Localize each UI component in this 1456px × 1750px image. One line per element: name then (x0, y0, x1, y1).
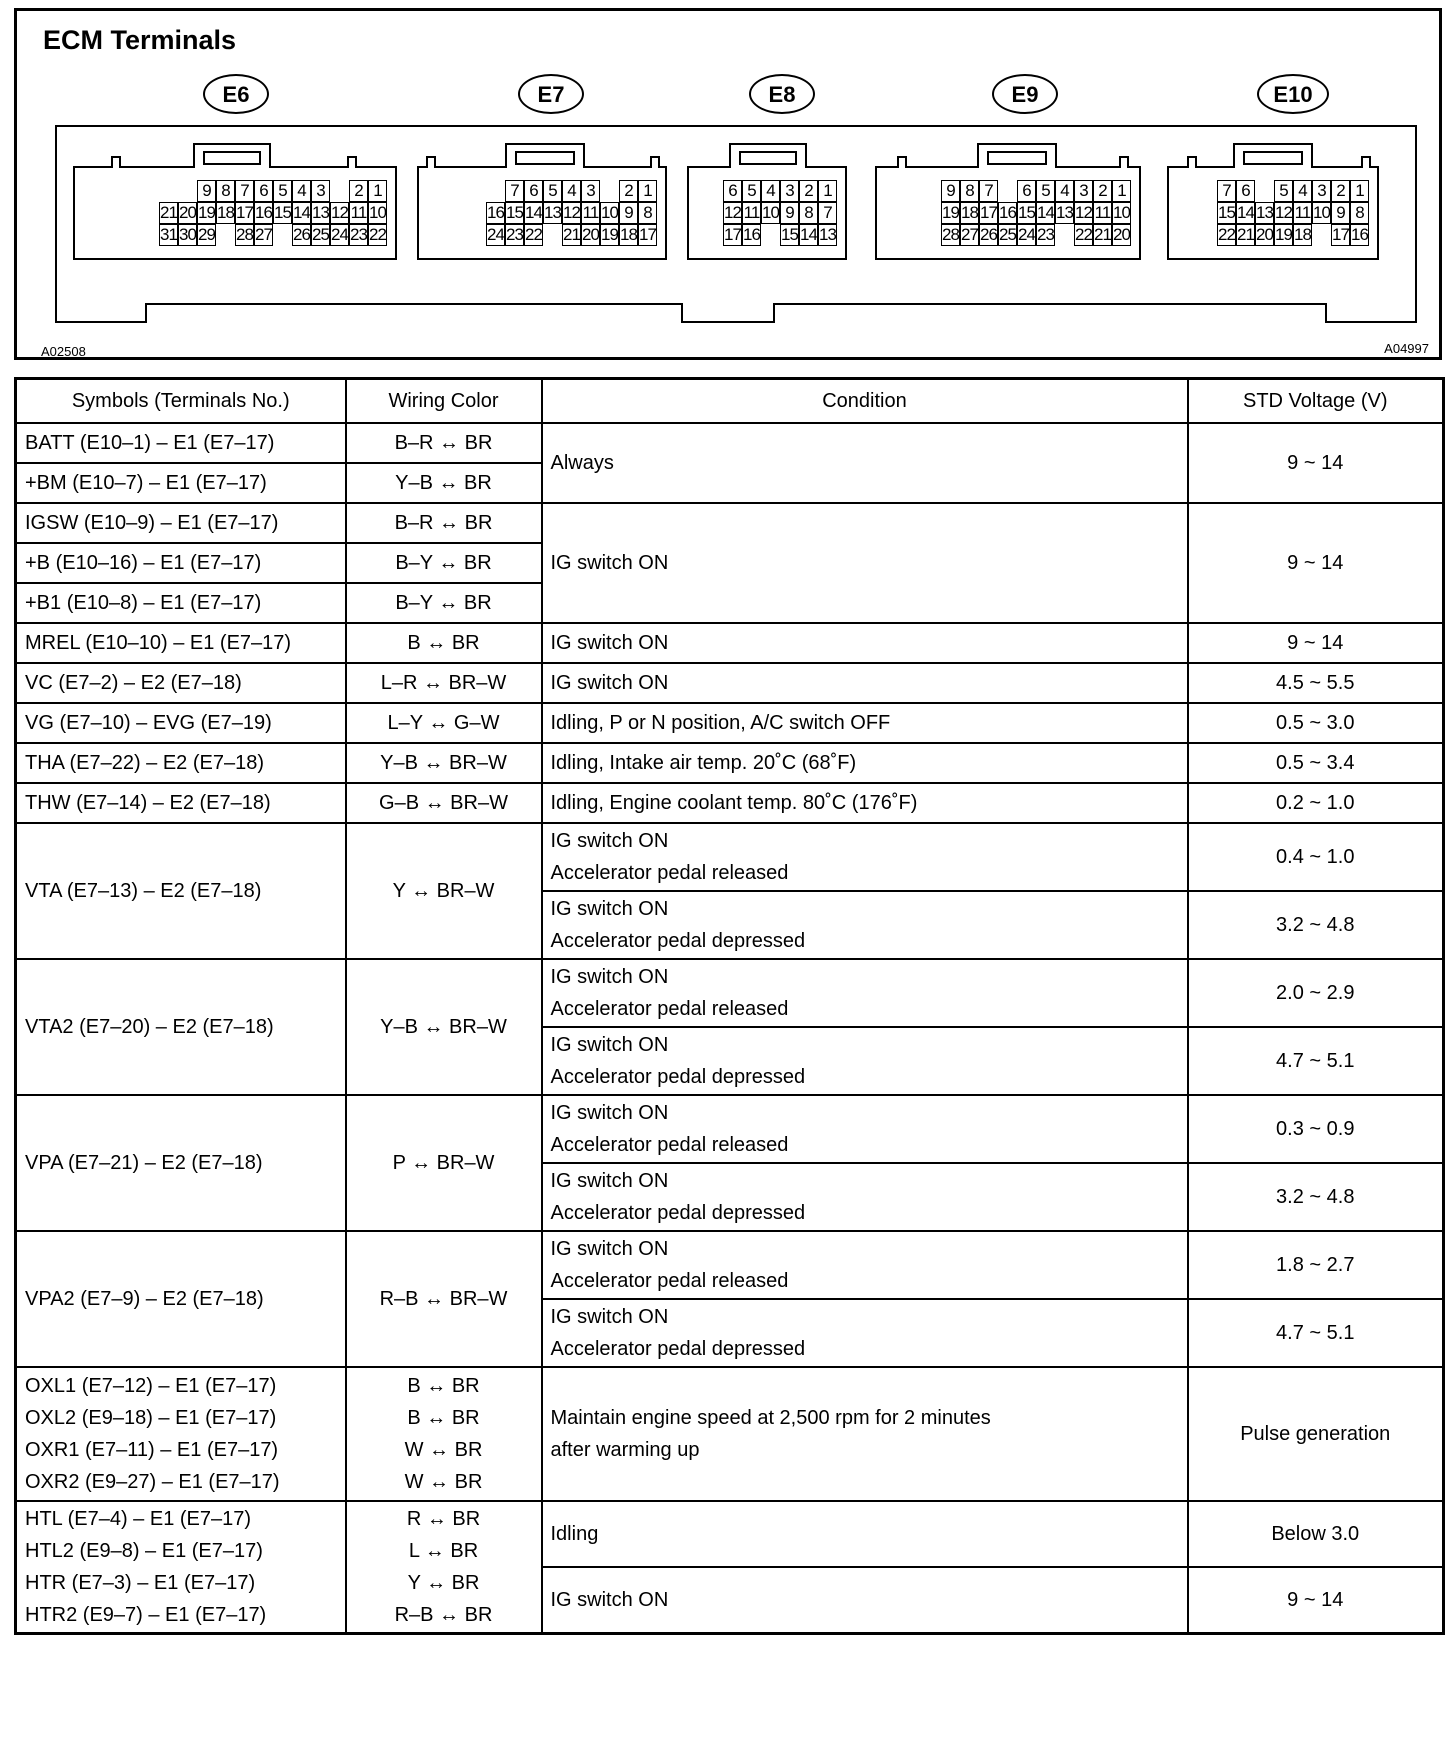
ecm-terminal-diagram (14, 8, 1442, 360)
pin-row (723, 202, 837, 224)
condition-line: IG switch ON (550, 1238, 669, 1260)
pin-row (1217, 180, 1369, 202)
pin-cavity: 12 (724, 203, 741, 222)
voltage-cell: 2.0 ~ 2.9 (1188, 959, 1444, 1027)
pin-cavity: 15 (506, 203, 523, 222)
pin-cavity: 19 (198, 203, 215, 222)
pin-row (486, 202, 657, 224)
table-header-row (16, 379, 1444, 424)
pin-cavity: 4 (761, 180, 780, 202)
symbol-cell: +B (E10–16) – E1 (E7–17) (16, 543, 346, 583)
pin-row (1217, 224, 1369, 246)
table-row (16, 423, 1444, 463)
wire-cell: B–Y ↔ BR (346, 583, 542, 623)
pin-cavity: 16 (1351, 225, 1368, 244)
symbol-line: HTL (E7–4) – E1 (E7–17) (25, 1508, 252, 1530)
wire-cell: B–R ↔ BR (346, 423, 542, 463)
pin-cavity: 17 (980, 203, 997, 222)
pin-cavity: 11 (582, 203, 599, 222)
pin-cavity: 23 (1037, 225, 1054, 244)
connector-peg (650, 156, 660, 168)
table-row (16, 823, 1444, 891)
symbol-line: OXL2 (E9–18) – E1 (E7–17) (25, 1407, 277, 1429)
pin-cavity: 10 (369, 203, 386, 222)
wire-line: L ↔ BR (408, 1540, 479, 1562)
pin-cavity: 10 (1113, 203, 1130, 222)
pin-cavity: 19 (942, 203, 959, 222)
wire-line: W ↔ BR (404, 1439, 483, 1461)
wire-cell: Y–B ↔ BR (346, 463, 542, 503)
pin-gap (1255, 180, 1274, 202)
wire-line: B ↔ BR (407, 1375, 480, 1397)
condition-line: IG switch ON (550, 898, 669, 920)
header-condition: Condition (542, 379, 1188, 424)
condition-cell (542, 1163, 1188, 1231)
condition-cell (542, 1299, 1188, 1367)
pin-cavity: 25 (312, 225, 329, 244)
pin-cavity: 5 (1036, 180, 1055, 202)
pin-cavity: 17 (639, 225, 656, 244)
condition-cell: IG switch ON (542, 503, 1188, 623)
pin-cavity: 13 (1256, 203, 1273, 222)
pin-cavity: 8 (216, 180, 235, 202)
voltage-cell: 0.2 ~ 1.0 (1188, 783, 1444, 823)
wire-cell: L–Y ↔ G–W (346, 703, 542, 743)
pin-cavity: 9 (619, 202, 638, 224)
pin-cavity: 13 (312, 203, 329, 222)
pin-cavity: 9 (941, 180, 960, 202)
pin-cavity: 1 (368, 180, 387, 202)
pin-cavity: 11 (1094, 203, 1111, 222)
pin-cavity: 15 (781, 225, 798, 244)
symbol-cell: +BM (E10–7) – E1 (E7–17) (16, 463, 346, 503)
pin-cavity: 2 (1093, 180, 1112, 202)
pin-cavity: 11 (1294, 203, 1311, 222)
wire-cell: B–Y ↔ BR (346, 543, 542, 583)
connector-peg (347, 156, 357, 168)
pin-row (941, 202, 1131, 224)
figure-code-right: A04997 (1384, 341, 1429, 356)
pin-cavity: 9 (780, 202, 799, 224)
pin-cavity: 17 (1332, 225, 1349, 244)
voltage-cell: 1.8 ~ 2.7 (1188, 1231, 1444, 1299)
pin-cavity: 4 (292, 180, 311, 202)
connector-label-e8: E8 (749, 74, 815, 114)
diagram-title: ECM Terminals (43, 25, 237, 55)
pin-cavity: 3 (581, 180, 600, 202)
wire-cell (346, 1501, 542, 1634)
connector-peg (426, 156, 436, 168)
pin-cavity: 13 (544, 203, 561, 222)
pin-cavity: 2 (619, 180, 638, 202)
connector-label-e10: E10 (1257, 74, 1329, 114)
pin-cavity: 4 (1293, 180, 1312, 202)
pin-row (941, 224, 1131, 246)
figure-code-left: A02508 (41, 344, 86, 359)
pin-cavity: 2 (349, 180, 368, 202)
pin-cavity: 6 (524, 180, 543, 202)
pin-cavity: 21 (1237, 225, 1254, 244)
pin-cavity: 18 (961, 203, 978, 222)
terminal-table (14, 377, 1445, 1635)
condition-line: IG switch ON (550, 966, 669, 988)
housing-tab (1325, 303, 1417, 323)
pin-cavity: 13 (819, 225, 836, 244)
voltage-cell: 0.5 ~ 3.4 (1188, 743, 1444, 783)
connector-peg (111, 156, 121, 168)
wire-cell: G–B ↔ BR–W (346, 783, 542, 823)
symbol-line: OXL1 (E7–12) – E1 (E7–17) (25, 1375, 277, 1397)
pin-gap (543, 224, 562, 246)
connector-latch (505, 143, 585, 168)
table-row (16, 1231, 1444, 1299)
pin-cavity: 13 (1056, 203, 1073, 222)
condition-line: IG switch ON (550, 830, 669, 852)
pin-gap (273, 224, 292, 246)
voltage-cell: 4.7 ~ 5.1 (1188, 1299, 1444, 1367)
voltage-cell: 3.2 ~ 4.8 (1188, 891, 1444, 959)
pin-row (505, 180, 657, 202)
pin-row (723, 224, 837, 246)
condition-line: Accelerator pedal released (550, 1134, 789, 1156)
pin-cavity: 20 (179, 203, 196, 222)
pin-row (178, 180, 387, 202)
connector-peg (1187, 156, 1197, 168)
pin-cavity: 16 (255, 203, 272, 222)
condition-cell: IG switch ON (542, 1567, 1188, 1634)
pin-cavity: 12 (1075, 203, 1092, 222)
wire-line: W ↔ BR (404, 1471, 483, 1493)
condition-cell: Idling, Intake air temp. 20˚C (68˚F) (542, 743, 1188, 783)
pin-cavity: 5 (273, 180, 292, 202)
header-symbols: Symbols (Terminals No.) (16, 379, 346, 424)
symbol-cell: THA (E7–22) – E2 (E7–18) (16, 743, 346, 783)
condition-cell (542, 959, 1188, 1027)
connector-latch (193, 143, 271, 168)
pin-cavity: 22 (369, 225, 386, 244)
pin-cavity: 12 (331, 203, 348, 222)
pin-cavity: 21 (1094, 225, 1111, 244)
pin-cavity: 8 (638, 202, 657, 224)
wire-line: B ↔ BR (407, 1407, 480, 1429)
pin-cavity: 9 (1331, 202, 1350, 224)
wire-cell: L–R ↔ BR–W (346, 663, 542, 703)
pin-cavity: 9 (197, 180, 216, 202)
pin-cavity: 19 (601, 225, 618, 244)
condition-cell: Idling (542, 1501, 1188, 1567)
pin-cavity: 22 (1218, 225, 1235, 244)
pin-cavity: 31 (160, 225, 177, 244)
pin-cavity: 3 (780, 180, 799, 202)
condition-line: IG switch ON (550, 1170, 669, 1192)
pin-cavity: 22 (1075, 225, 1092, 244)
pin-cavity: 11 (350, 203, 367, 222)
pin-cavity: 10 (762, 203, 779, 222)
symbol-line: HTR2 (E9–7) – E1 (E7–17) (25, 1604, 267, 1626)
pin-cavity: 29 (198, 225, 215, 244)
pin-cavity: 8 (1350, 202, 1369, 224)
connector-label-e9: E9 (992, 74, 1058, 114)
pin-cavity: 5 (543, 180, 562, 202)
pin-cavity: 27 (961, 225, 978, 244)
pin-gap (998, 180, 1017, 202)
symbol-cell: VTA (E7–13) – E2 (E7–18) (16, 823, 346, 959)
pin-cavity: 20 (1256, 225, 1273, 244)
condition-line: Accelerator pedal depressed (550, 930, 806, 952)
table-row (16, 1095, 1444, 1163)
connector-latch (1233, 143, 1313, 168)
pin-cavity: 4 (1055, 180, 1074, 202)
condition-cell (542, 891, 1188, 959)
pin-cavity: 22 (525, 225, 542, 244)
pin-cavity: 23 (350, 225, 367, 244)
pin-cavity: 2 (799, 180, 818, 202)
pin-cavity: 15 (274, 203, 291, 222)
pin-row (723, 180, 837, 202)
symbol-line: OXR1 (E7–11) – E1 (E7–17) (25, 1439, 279, 1461)
pin-cavity: 14 (1237, 203, 1254, 222)
pin-cavity: 14 (1037, 203, 1054, 222)
wire-cell: Y ↔ BR–W (346, 823, 542, 959)
connector-label-e7: E7 (518, 74, 584, 114)
pin-cavity: 3 (311, 180, 330, 202)
pin-cavity: 26 (980, 225, 997, 244)
symbol-cell (16, 1501, 346, 1634)
pin-gap (600, 180, 619, 202)
connector-e6 (73, 166, 397, 260)
table-row (16, 623, 1444, 663)
table-row (16, 503, 1444, 543)
wire-cell: Y–B ↔ BR–W (346, 743, 542, 783)
connector-peg (897, 156, 907, 168)
condition-line: Accelerator pedal depressed (550, 1202, 806, 1224)
symbol-line: HTR (E7–3) – E1 (E7–17) (25, 1572, 256, 1594)
header-std-voltage: STD Voltage (V) (1188, 379, 1444, 424)
pin-cavity: 18 (1294, 225, 1311, 244)
pin-cavity: 18 (217, 203, 234, 222)
pin-cavity: 21 (563, 225, 580, 244)
table-row (16, 783, 1444, 823)
housing-tab (55, 303, 147, 323)
pin-cavity: 25 (999, 225, 1016, 244)
table-row (16, 1367, 1444, 1501)
pin-gap (1312, 224, 1331, 246)
symbol-cell: VPA (E7–21) – E2 (E7–18) (16, 1095, 346, 1231)
pin-cavity: 6 (723, 180, 742, 202)
symbol-cell: THW (E7–14) – E2 (E7–18) (16, 783, 346, 823)
pin-cavity: 12 (1275, 203, 1292, 222)
wire-cell: Y–B ↔ BR–W (346, 959, 542, 1095)
symbol-cell: BATT (E10–1) – E1 (E7–17) (16, 423, 346, 463)
connector-label-e6: E6 (203, 74, 269, 114)
pin-cavity: 15 (1218, 203, 1235, 222)
pin-cavity: 16 (743, 225, 760, 244)
condition-cell: Idling, Engine coolant temp. 80˚C (176˚F) (542, 783, 1188, 823)
voltage-cell: 0.5 ~ 3.0 (1188, 703, 1444, 743)
pin-cavity: 1 (818, 180, 837, 202)
symbol-cell: IGSW (E10–9) – E1 (E7–17) (16, 503, 346, 543)
condition-line: IG switch ON (550, 1102, 669, 1124)
pin-gap (761, 224, 780, 246)
symbol-cell: +B1 (E10–8) – E1 (E7–17) (16, 583, 346, 623)
condition-cell (542, 1367, 1188, 1501)
pin-cavity: 28 (942, 225, 959, 244)
pin-cavity: 1 (638, 180, 657, 202)
voltage-cell: 9 ~ 14 (1188, 623, 1444, 663)
pin-cavity: 17 (236, 203, 253, 222)
connector-latch (977, 143, 1057, 168)
pin-gap (178, 180, 197, 202)
connector-e7 (417, 166, 667, 260)
connector-peg (1119, 156, 1129, 168)
condition-cell (542, 1095, 1188, 1163)
table-row (16, 959, 1444, 1027)
pin-cavity: 7 (235, 180, 254, 202)
pin-cavity: 18 (620, 225, 637, 244)
pin-cavity: 5 (742, 180, 761, 202)
pin-cavity: 28 (236, 225, 253, 244)
pin-cavity: 7 (979, 180, 998, 202)
condition-line: IG switch ON (550, 1306, 669, 1328)
pin-cavity: 24 (1018, 225, 1035, 244)
connector-e8 (687, 166, 847, 260)
connector-e9 (875, 166, 1141, 260)
condition-line: Accelerator pedal released (550, 998, 789, 1020)
pin-cavity: 20 (582, 225, 599, 244)
pin-cavity: 1 (1112, 180, 1131, 202)
voltage-cell: 0.3 ~ 0.9 (1188, 1095, 1444, 1163)
table-row (16, 703, 1444, 743)
pin-gap (216, 224, 235, 246)
pin-cavity: 6 (1017, 180, 1036, 202)
pin-row (159, 202, 387, 224)
pin-cavity: 30 (179, 225, 196, 244)
pin-cavity: 7 (818, 202, 837, 224)
voltage-cell: 9 ~ 14 (1188, 1567, 1444, 1634)
pin-row (159, 224, 387, 246)
pin-cavity: 4 (562, 180, 581, 202)
pin-cavity: 20 (1113, 225, 1130, 244)
pin-cavity: 16 (487, 203, 504, 222)
condition-cell (542, 1231, 1188, 1299)
pin-cavity: 3 (1074, 180, 1093, 202)
wire-line: Y ↔ BR (407, 1572, 480, 1594)
pin-cavity: 14 (800, 225, 817, 244)
symbol-cell (16, 1367, 346, 1501)
pin-cavity: 1 (1350, 180, 1369, 202)
pin-cavity: 6 (1236, 180, 1255, 202)
pin-row (941, 180, 1131, 202)
pin-cavity: 10 (1313, 203, 1330, 222)
table-row (16, 663, 1444, 703)
condition-line: Accelerator pedal released (550, 862, 789, 884)
symbol-cell: VC (E7–2) – E2 (E7–18) (16, 663, 346, 703)
condition-cell (542, 823, 1188, 891)
condition-line: IG switch ON (550, 1034, 669, 1056)
condition-line: after warming up (550, 1439, 700, 1461)
wire-cell: B–R ↔ BR (346, 503, 542, 543)
pin-row (1217, 202, 1369, 224)
symbol-line: HTL2 (E9–8) – E1 (E7–17) (25, 1540, 263, 1562)
pin-cavity: 16 (999, 203, 1016, 222)
table-row (16, 743, 1444, 783)
condition-cell (542, 1027, 1188, 1095)
voltage-cell: Pulse generation (1188, 1367, 1444, 1501)
pin-cavity: 7 (1217, 180, 1236, 202)
condition-cell: Always (542, 423, 1188, 503)
voltage-cell: 9 ~ 14 (1188, 423, 1444, 503)
pin-cavity: 5 (1274, 180, 1293, 202)
condition-cell: Idling, P or N position, A/C switch OFF (542, 703, 1188, 743)
pin-cavity: 10 (601, 203, 618, 222)
voltage-cell: 4.5 ~ 5.5 (1188, 663, 1444, 703)
pin-cavity: 14 (525, 203, 542, 222)
table-row (16, 1501, 1444, 1567)
condition-line: Accelerator pedal released (550, 1270, 789, 1292)
wire-line: R ↔ BR (406, 1508, 481, 1530)
pin-cavity: 19 (1275, 225, 1292, 244)
pin-cavity: 8 (799, 202, 818, 224)
symbol-line: OXR2 (E9–27) – E1 (E7–17) (25, 1471, 280, 1493)
pin-cavity: 12 (563, 203, 580, 222)
symbol-cell: VG (E7–10) – EVG (E7–19) (16, 703, 346, 743)
voltage-cell: 4.7 ~ 5.1 (1188, 1027, 1444, 1095)
pin-cavity: 11 (743, 203, 760, 222)
pin-cavity: 15 (1018, 203, 1035, 222)
condition-line: Accelerator pedal depressed (550, 1066, 806, 1088)
connector-latch (729, 143, 807, 168)
voltage-cell: Below 3.0 (1188, 1501, 1444, 1567)
housing-tab (681, 303, 775, 323)
pin-cavity: 17 (724, 225, 741, 244)
pin-gap (330, 180, 349, 202)
pin-gap (1055, 224, 1074, 246)
pin-cavity: 24 (331, 225, 348, 244)
pin-cavity: 27 (255, 225, 272, 244)
voltage-cell: 9 ~ 14 (1188, 503, 1444, 623)
wire-cell: R–B ↔ BR–W (346, 1231, 542, 1367)
wire-cell: B ↔ BR (346, 623, 542, 663)
connector-e10 (1167, 166, 1379, 260)
header-wiring-color: Wiring Color (346, 379, 542, 424)
pin-cavity: 21 (160, 203, 177, 222)
voltage-cell: 3.2 ~ 4.8 (1188, 1163, 1444, 1231)
wire-line: R–B ↔ BR (394, 1604, 493, 1626)
condition-line: Maintain engine speed at 2,500 rpm for 2 minutes (550, 1407, 991, 1429)
pin-row (486, 224, 657, 246)
symbol-cell: VPA2 (E7–9) – E2 (E7–18) (16, 1231, 346, 1367)
symbol-cell: MREL (E10–10) – E1 (E7–17) (16, 623, 346, 663)
condition-line: Accelerator pedal depressed (550, 1338, 806, 1360)
pin-cavity: 24 (487, 225, 504, 244)
pin-cavity: 14 (293, 203, 310, 222)
pin-cavity: 3 (1312, 180, 1331, 202)
wire-cell: P ↔ BR–W (346, 1095, 542, 1231)
pin-cavity: 8 (960, 180, 979, 202)
symbol-cell: VTA2 (E7–20) – E2 (E7–18) (16, 959, 346, 1095)
pin-cavity: 7 (505, 180, 524, 202)
connector-peg (1361, 156, 1371, 168)
wire-cell (346, 1367, 542, 1501)
condition-cell: IG switch ON (542, 623, 1188, 663)
condition-cell: IG switch ON (542, 663, 1188, 703)
pin-cavity: 26 (293, 225, 310, 244)
pin-cavity: 6 (254, 180, 273, 202)
voltage-cell: 0.4 ~ 1.0 (1188, 823, 1444, 891)
pin-cavity: 23 (506, 225, 523, 244)
pin-cavity: 2 (1331, 180, 1350, 202)
